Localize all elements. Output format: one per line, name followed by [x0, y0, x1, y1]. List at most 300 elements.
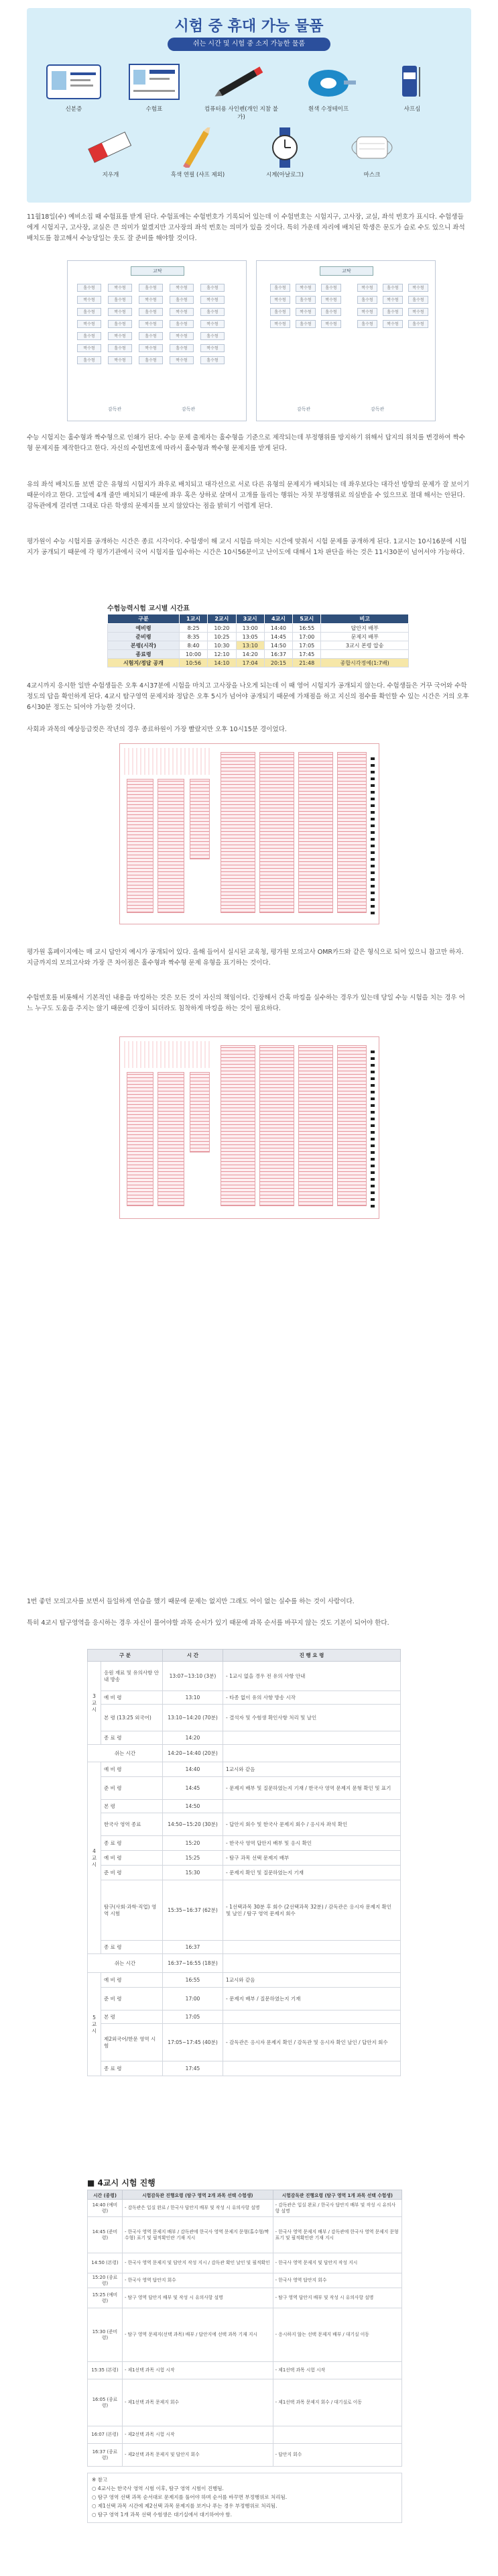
table-cell: - 제1선택 과목 문제지 회수: [123, 2379, 273, 2426]
table-row: [88, 2010, 401, 2024]
table-cell: - 타종 없이 유의 사항 방송 시작: [223, 1691, 400, 1705]
table-cell: - 제1선택 과목 시험 시작: [123, 2362, 273, 2379]
pencil-icon: [168, 127, 228, 168]
seat: 홀수형: [77, 332, 101, 340]
table-cell: 쉬는 시간: [88, 1954, 163, 1973]
table-row: [88, 1941, 401, 1954]
seat: 홀수형: [296, 320, 316, 328]
seat: 홀수형: [321, 284, 341, 292]
item-pen: [204, 62, 278, 121]
table-row: [88, 2253, 402, 2273]
item-label: 시계(아날로그): [266, 172, 304, 178]
seat: 짝수형: [108, 332, 132, 340]
omr-column: [127, 1072, 153, 1206]
paragraph-4: 평가원이 수능 시험지를 공개하는 시간은 종료 시각이다. 수험생이 해 교시 시험을 마치는 시간에 맞춰서 시험 문제를 공개하게 된다. 1교시는 10시16분에 시험지가 공개되기 때문에 각 평가기관에서 국어 시험지를 입수하는 시간은 10시56분이고 난이도에 대해서 1차 판단을 하는 것은 11시30분이 넘어서야 가능하다.: [27, 538, 467, 556]
table-cell: 16:37: [162, 1941, 223, 1954]
table-row: [88, 2061, 401, 2076]
table-header: 시험감독관 진행요령 (탐구 영역 2개 과목 선택 수험생): [123, 2190, 273, 2200]
section-title: ■ 4교시 시험 진행: [87, 2178, 155, 2188]
table-row: [108, 624, 409, 633]
table-row: [88, 1745, 401, 1762]
table-cell: 본 령: [101, 2010, 163, 2024]
table-cell: - 한국사 영역 답안지 회수: [123, 2273, 273, 2288]
timetable-table: [107, 614, 409, 667]
paragraph-8: 수험번호를 비롯해서 기본적인 내용을 마킹하는 것은 모든 것이 자신의 책임이다. 긴장해서 간혹 마킹을 실수하는 경우가 있는데 당일 수능 시험을 치는 경우 어느 누구도 도움을 주지는 않기 때문에 긴장이 되더라도 침착하게 마킹을 하는 것이 필요하다.: [27, 994, 465, 1012]
exam-schedule-table: [87, 1649, 401, 2076]
table-cell: - 제1선택 과목 시험 시작: [273, 2362, 401, 2379]
seat: 홀수형: [200, 356, 225, 364]
table-cell: - 1교시 없을 경우 전 유의 사항 안내: [223, 1662, 400, 1691]
table-row: [88, 2200, 402, 2217]
table-cell: - 문제지 배부 / 질문하였는지 기재: [223, 1988, 400, 2010]
table-cell: 13:05: [236, 633, 264, 641]
table-cell: 15:20 (종료령): [88, 2273, 123, 2288]
seat: 짝수형: [321, 320, 341, 328]
table-cell: [223, 1800, 400, 1813]
seat: 짝수형: [170, 308, 194, 316]
pen-icon: [211, 62, 271, 102]
table-cell: - 답안지 회수 및 한국사 문제지 회수 / 응시자 좌석 확인: [223, 1813, 400, 1836]
seat: 홀수형: [108, 320, 132, 328]
table-cell: 종 료 령: [101, 1731, 163, 1745]
table-cell: 1교시와 같음: [223, 1762, 400, 1777]
seat: 짝수형: [200, 296, 225, 304]
table-cell: - 감독관은 입실 완료 / 한국사 답안지 배부 및 작성 시 유의사항 설명: [273, 2200, 401, 2217]
table-cell: 14:50: [264, 641, 292, 650]
seat: 짝수형: [383, 296, 403, 304]
seat: 짝수형: [270, 320, 290, 328]
table-cell: - 결석자 및 수험생 확인사항 처리 및 날인: [223, 1705, 400, 1731]
omr-header-box: [124, 748, 211, 775]
seat: 짝수형: [357, 308, 377, 316]
table-cell: [223, 1941, 400, 1954]
omr-column: [190, 1072, 210, 1152]
seat: 짝수형: [170, 332, 194, 340]
seat: 홀수형: [357, 320, 377, 328]
omr-column: [158, 779, 184, 913]
table-cell: 1교시와 같음: [223, 1973, 400, 1988]
podium: 교탁: [131, 266, 184, 276]
table-cell: 종합시각정예(1:7배): [321, 659, 409, 667]
table-cell: - 한국사 영역 문제지 및 답안지 작성 지시: [273, 2253, 401, 2273]
table-cell: 예 비 령: [101, 1973, 163, 1988]
table-cell: - 한국사 영역 답안지 배부 및 응시 확인: [223, 1836, 400, 1851]
seat: 짝수형: [108, 356, 132, 364]
seat: 짝수형: [296, 284, 316, 292]
table-header: 2교시: [208, 614, 236, 624]
table-row: [88, 1954, 401, 1973]
table-cell: - 한국사 영역 문제지 배부 / 감독관에 한국사 영역 문제지 문형(홀수형/짝수형) 표기 및 필적확인란 기재 지시: [123, 2217, 273, 2253]
supervisor-label: 감독관: [182, 407, 196, 412]
paragraph-3: 유의 좌석 배치도를 보면 같은 유형의 시험지가 좌우로 배치되고 대각선으로 서로 다른 유형의 문제지가 배치되는 데 좌우보다는 대각선 방향의 문제가 잘 보이기 때문이라고 한다. 고일에 4개 줄만 배치되기 때문에 좌우 혹은 상하로 살며서 고개를 돌리는 행위는 자칫 부정행위로 의심받을 수 있으므로 절대 해서는 안된다. 감독관에게 걸리면 그대로 다른 학생의 문제지를 보지 않았다는 점을 밝히기 어렵게 된다.: [27, 481, 469, 510]
table-cell: - 감독관은 입실 완료 / 한국사 답안지 배부 및 작성 시 유의사항 설명: [123, 2200, 273, 2217]
paragraph-6: 사회과 과목의 예상등급컷은 작년의 경우 종료하원이 가장 빨랐지만 오후 10시15분 경이었다.: [27, 726, 287, 733]
omr-column: [221, 1045, 255, 1206]
seat: 홀수형: [139, 284, 163, 292]
table-cell: - 한국사 영역 문제지 배부 / 감독관에 한국사 영역 문제지 문형 표기 및 필적확인란 기재 지시: [273, 2217, 401, 2253]
table-cell: - 한국사 영역 답안지 회수: [273, 2273, 401, 2288]
table-cell: - 답안지 회수: [273, 2444, 401, 2467]
seat: 짝수형: [108, 284, 132, 292]
seat: 홀수형: [77, 356, 101, 364]
table-cell: - 탐구 영역 문제지(선택 과목) 배부 / 답안지에 선택 과목 기재 지시: [123, 2308, 273, 2362]
seat: 홀수형: [321, 308, 341, 316]
table-cell: 본 령 (13:25 외국어): [101, 1705, 163, 1731]
table-cell: 15:35~16:37 (62분): [162, 1880, 223, 1941]
item-admission-ticket: [117, 62, 191, 113]
table-cell: 응원 재료 및 유의사항 안내 방송: [101, 1662, 163, 1691]
seat: 짝수형: [383, 320, 403, 328]
table-row: [88, 1731, 401, 1745]
banner-subtitle: 쉬는 시간 및 시험 중 소지 가능한 물품: [168, 38, 330, 51]
omr-answer-sheet: [119, 743, 379, 924]
table-cell: 17:45: [293, 650, 321, 659]
table-cell: 준 비 령: [101, 1777, 163, 1800]
admission-ticket-icon: [124, 62, 184, 102]
item-pencil-lead: [375, 62, 449, 113]
timetable-title: 수험능력시험 교시별 시간표: [107, 605, 190, 612]
omr-column: [190, 779, 210, 859]
table-header: 비고: [321, 614, 409, 624]
table-cell: 14:40 (예비령): [88, 2200, 123, 2217]
table-row: [88, 1880, 401, 1941]
omr-answer-sheet: [119, 1036, 379, 1219]
seat: 홀수형: [139, 332, 163, 340]
table-row: [88, 1800, 401, 1813]
table-cell: 한국사 영역 종료: [101, 1813, 163, 1836]
seat-grid: [270, 284, 341, 328]
table-cell: 13:10~14:20 (70분): [162, 1705, 223, 1731]
table-cell: 17:00: [293, 633, 321, 641]
table-row: [88, 1866, 401, 1880]
item-label: 지우개: [102, 172, 119, 178]
item-label: 컴퓨터용 사인펜(개인 지참 불가): [204, 106, 278, 121]
table-row: [88, 1836, 401, 1851]
table-cell: 16:37~16:55 (18분): [162, 1954, 223, 1973]
item-label: 흑색 연필 (샤프 제외): [170, 172, 225, 178]
table-cell: [223, 2010, 400, 2024]
seat: 홀수형: [296, 296, 316, 304]
table-row: [88, 2426, 402, 2444]
seat: 홀수형: [139, 356, 163, 364]
table-row: [88, 1662, 401, 1691]
seating-chart-left: [67, 260, 247, 421]
note-line: ※ 참고: [92, 2477, 108, 2483]
table-header: 시간 (종령): [88, 2190, 123, 2200]
table-cell: 준비령: [108, 633, 180, 641]
table-cell: 본 령: [101, 1800, 163, 1813]
table-cell: 8:40: [179, 641, 207, 650]
table-cell: 14:10: [208, 659, 236, 667]
period-cell: 4교시: [88, 1762, 101, 1954]
table-cell: 14:40: [264, 624, 292, 633]
omr-column: [127, 779, 153, 913]
notes-box: [87, 2473, 402, 2523]
table-cell: [273, 2426, 401, 2444]
table-cell: 종료령: [108, 650, 180, 659]
table-row: [108, 641, 409, 650]
table-cell: 종 료 령: [101, 2061, 163, 2076]
table-header: 4교시: [264, 614, 292, 624]
omr-column: [298, 752, 333, 913]
table-header: 진 행 요 령: [223, 1650, 400, 1662]
table-cell: - 감독관은 응시자 문제지 확인 / 감독관 및 응시자 확인 날인 / 답안지 회수: [223, 2024, 400, 2061]
table-cell: - 탐구 영역 답안지 배부 및 작성 시 유의사항 설명: [273, 2288, 401, 2308]
table-cell: 21:48: [293, 659, 321, 667]
seat: 홀수형: [200, 308, 225, 316]
table-cell: 15:25 (예비령): [88, 2288, 123, 2308]
table-cell: - 제2선택 과목 문제지 및 답안지 회수: [123, 2444, 273, 2467]
seat: 짝수형: [139, 296, 163, 304]
table-cell: 16:55: [162, 1973, 223, 1988]
item-correction-tape: [292, 62, 365, 113]
period4-table: [87, 2190, 402, 2467]
table-row: [88, 2024, 401, 2061]
table-cell: 예비령: [108, 624, 180, 633]
table-cell: - 제1선택 과목 문제지 회수 / 대기실로 이동: [273, 2379, 401, 2426]
table-cell: 14:45 (준비령): [88, 2217, 123, 2253]
item-mask: [335, 127, 409, 178]
table-cell: 15:35 (본령): [88, 2362, 123, 2379]
table-cell: 예 비 령: [101, 1762, 163, 1777]
table-cell: 16:37: [264, 650, 292, 659]
table-row: [88, 2308, 402, 2362]
seat: 짝수형: [408, 308, 428, 316]
table-cell: [223, 1731, 400, 1745]
table-cell: 8:25: [179, 624, 207, 633]
paragraph-2: 수능 시험지는 홀수형과 짝수형으로 인쇄가 된다. 수능 문제 출제자는 홀수형을 기준으로 제작되는데 부정행위를 방지하기 위해서 답지의 위치를 변경하여 짝수형 문제지를 제작한다고 한다. 자신의 수험번호에 따라서 홀수형과 짝수형 문제지를 받게 된다.: [27, 434, 465, 452]
seat: 짝수형: [200, 320, 225, 328]
omr-column: [221, 752, 255, 913]
omr-column: [259, 1045, 294, 1206]
omr-column: [337, 752, 367, 913]
note-line: ○ 제1선택 과목 시간에 제2선택 과목 문제지를 보거나 푸는 경우 부정행위로 처리됨.: [92, 2503, 277, 2509]
table-cell: 쉬는 시간: [88, 1745, 163, 1762]
seat: 홀수형: [139, 308, 163, 316]
seat: 짝수형: [270, 296, 290, 304]
supervisor-label: 감독관: [297, 407, 311, 412]
seat: 짝수형: [296, 308, 316, 316]
table-cell: - 1선택과목 30분 후 회수 (2선택과목 32분) / 감독관은 응시자 문제지 확인 및 날인 / 탐구 영역 문제지 회수: [223, 1880, 400, 1941]
seat: 짝수형: [200, 344, 225, 352]
omr-column: [298, 1045, 333, 1206]
table-cell: 14:50~15:20 (30분): [162, 1813, 223, 1836]
table-cell: 13:10: [162, 1691, 223, 1705]
seat: 홀수형: [270, 284, 290, 292]
table-cell: - 응시하지 않는 선택 문제지 배부 / 대기실 이동: [273, 2308, 401, 2362]
table-cell: - 한국사 영역 문제지 및 답안지 작성 지시 / 감독관 확인 날인 및 필적확인: [123, 2253, 273, 2273]
table-cell: 답안지 배부: [321, 624, 409, 633]
seat: 짝수형: [77, 344, 101, 352]
table-row: [88, 1762, 401, 1777]
item-id-card: [37, 62, 111, 113]
banner-title: 시험 중 휴대 가능 물품: [174, 18, 324, 35]
table-cell: [223, 1954, 400, 1973]
note-line: ○ 4교시는 한국사 영역 시험 이후, 탐구 영역 시험이 진행됨.: [92, 2485, 224, 2491]
table-row: [88, 2217, 402, 2253]
seat: 홀수형: [108, 296, 132, 304]
seat: 짝수형: [408, 284, 428, 292]
table-cell: - 탐구 과목 선택 문제지 배부: [223, 1851, 400, 1866]
table-cell: 10:30: [208, 641, 236, 650]
seat: 홀수형: [270, 308, 290, 316]
supervisor-label: 감독관: [371, 407, 385, 412]
table-row: [108, 659, 409, 667]
paragraph-5: 4교시까지 응시한 일반 수험생들은 오후 4시37분에 시험을 마치고 고사장을 나오게 되는데 이 때 영어 시험지가 공개되지 않는다. 수험생들은 거꾸 국어와 수학 정도의 답을 확인하게 된다. 4교시 탐구영역 문제지와 정답은 오후 5시가 넘어야 공개되기 때문에 가채점을 하고 지신의 점수를 확인할 수 있는 시간은 거의 오후 6시30분 정도는 되어야 가능한 것이다.: [27, 682, 469, 711]
table-cell: 17:05: [293, 641, 321, 650]
table-cell: 탐구(사회·과학·직업) 영역 시험: [101, 1880, 163, 1941]
table-row: [88, 2444, 402, 2467]
table-cell: 14:50 (본령): [88, 2253, 123, 2273]
table-cell: 17:45: [162, 2061, 223, 2076]
table-cell: - 문제지 확인 및 질문하였는지 기재: [223, 1866, 400, 1880]
table-cell: 15:30: [162, 1866, 223, 1880]
table-cell: 14:20~14:40 (20분): [162, 1745, 223, 1762]
pencil-lead-icon: [382, 62, 442, 102]
item-label: 수험표: [145, 106, 163, 113]
table-cell: 13:07~13:10 (3분): [162, 1662, 223, 1691]
table-row: [88, 1973, 401, 1988]
seat: 짝수형: [139, 320, 163, 328]
omr-header-box: [124, 1041, 211, 1068]
table-row: [88, 1988, 401, 2010]
table-cell: 예 비 령: [101, 1851, 163, 1866]
seat: 홀수형: [77, 308, 101, 316]
table-cell: - 탐구 영역 답안지 배부 및 작성 시 유의사항 설명: [123, 2288, 273, 2308]
table-cell: 예 비 령: [101, 1691, 163, 1705]
item-label: 마스크: [363, 172, 381, 178]
seat: 홀수형: [383, 284, 403, 292]
correction-tape-icon: [298, 62, 359, 102]
seat: 홀수형: [200, 284, 225, 292]
paragraph-9: 1번 좋던 모의고사를 보면서 들일하게 연습을 했기 때문에 문제는 없지만 그래도 어이 없는 실수를 하는 것이 사람이다.: [27, 1598, 355, 1605]
note-line: ○ 탐구 영역 선택 과목 순서대로 문제지를 풀어야 하며 순서를 바꾸면 부정행위로 처리됨.: [92, 2494, 288, 2500]
seat: 홀수형: [383, 308, 403, 316]
seat: 홀수형: [200, 332, 225, 340]
seat: 홀수형: [170, 296, 194, 304]
table-cell: 10:20: [208, 624, 236, 633]
seat-grid: [77, 284, 225, 364]
table-header: 3교시: [236, 614, 264, 624]
seat: 홀수형: [357, 296, 377, 304]
table-cell: 제2외국어/한문 영역 시험: [101, 2024, 163, 2061]
omr-column: [337, 1045, 367, 1206]
omr-timing-marks: [371, 1046, 375, 1208]
seat: 짝수형: [170, 284, 194, 292]
table-cell: 15:25: [162, 1851, 223, 1866]
seating-chart-right: [256, 260, 436, 421]
watch-icon: [255, 127, 315, 168]
item-eraser: [74, 127, 147, 178]
table-header: 구분: [108, 614, 180, 624]
table-row: [88, 2273, 402, 2288]
paragraph-10: 특히 4교시 탐구영역을 응시하는 경우 자신이 풀어야할 과목 순서가 있기 때문에 과목 순서를 바꾸지 않는 것도 기본이 되어야 한다.: [27, 1619, 389, 1627]
seat: 짝수형: [170, 356, 194, 364]
table-cell: 15:30 (준비령): [88, 2308, 123, 2362]
table-cell: 16:37 (종료령): [88, 2444, 123, 2467]
table-cell: 17:05: [162, 2010, 223, 2024]
table-cell: 10:00: [179, 650, 207, 659]
seat: 홀수형: [408, 296, 428, 304]
table-header: 5교시: [293, 614, 321, 624]
table-cell: 16:55: [293, 624, 321, 633]
seat: 짝수형: [357, 284, 377, 292]
banner: [27, 8, 471, 203]
omr-timing-marks: [371, 753, 375, 914]
table-cell: - 제2선택 과목 시험 시작: [123, 2426, 273, 2444]
table-cell: 12:10: [208, 650, 236, 659]
table-cell: 10:56: [179, 659, 207, 667]
table-row: [88, 1851, 401, 1866]
table-cell: 종 료 령: [101, 1836, 163, 1851]
seat: 짝수형: [108, 308, 132, 316]
table-cell: 준 비 령: [101, 1866, 163, 1880]
paragraph-7: 평가원 홈페이지에는 매 교시 답안지 예시가 공개되어 있다. 올해 들어서 실시된 교육청, 평가원 모의고사 OMR카드와 같은 형식으로 되어 있으니 참고만 하자. 지금까지의 모의고사와 가장 큰 차이점은 홀수형과 짝수형 문제 유형을 표기하는 것이다.: [27, 949, 464, 967]
table-cell: 20:15: [264, 659, 292, 667]
seat: 짝수형: [77, 296, 101, 304]
table-cell: [223, 2061, 400, 2076]
seat: 짝수형: [139, 344, 163, 352]
seat: 짝수형: [77, 320, 101, 328]
seat: 홀수형: [170, 344, 194, 352]
table-cell: [321, 650, 409, 659]
table-cell: - 문제지 배부 및 질문하였는지 기재 / 한국사 영역 문제지 문형 확인 및 표기: [223, 1777, 400, 1800]
note-line: ○ 탐구 영역 1개 과목 선택 수험생은 대기실에서 대기하여야 함.: [92, 2512, 233, 2518]
table-header: 시 간: [162, 1650, 223, 1662]
table-cell: 시험지/정답 공개: [108, 659, 180, 667]
table-cell: 17:00: [162, 1988, 223, 2010]
table-row: [88, 2362, 402, 2379]
supervisor-label: 감독관: [108, 407, 122, 412]
table-cell: 17:04: [236, 659, 264, 667]
table-cell: 16:07 (본령): [88, 2426, 123, 2444]
seat: 홀수형: [170, 320, 194, 328]
item-label: 신분증: [65, 106, 82, 113]
omr-column: [158, 1072, 184, 1206]
table-cell: 8:35: [179, 633, 207, 641]
paragraph-1: 11월18일(수) 예비소집 때 수험표를 받게 된다. 수험표에는 수험번호가 기록되어 있는데 이 수험번호는 시험지구, 고사장, 교실, 좌석 번호가 표시다. 수험생들에게 시험지구, 고사장, 교실은 큰 의미가 없겠지만 고사장의 좌석 번호는 의미가 있을 것이다. 특히 가운데 자리에 배치된 학생은 문도가 슬로 수도 있으니 좌석 배치도를 참고해서 수능당일는 웃도 잘 준비를 해야할 것이다.: [27, 213, 465, 242]
table-cell: 15:20: [162, 1836, 223, 1851]
table-row: [88, 1691, 401, 1705]
table-cell: 14:40: [162, 1762, 223, 1777]
period-cell: 3교시: [88, 1662, 101, 1745]
item-watch: [248, 127, 322, 178]
table-cell: 17:05~17:45 (40분): [162, 2024, 223, 2061]
table-cell: 13:10: [236, 641, 264, 650]
table-row: [88, 1813, 401, 1836]
table-row: [88, 1777, 401, 1800]
table-header: 시험감독관 진행요령 (탐구 영역 1개 과목 선택 수험생): [273, 2190, 401, 2200]
item-label: 흰색 수정테이프: [308, 106, 349, 113]
table-cell: 본령(시작): [108, 641, 180, 650]
table-cell: 종 료 령: [101, 1941, 163, 1954]
table-row: [88, 2379, 402, 2426]
omr-column: [259, 752, 294, 913]
table-header: 1교시: [179, 614, 207, 624]
item-pencil: [161, 127, 235, 178]
table-cell: 13:00: [236, 624, 264, 633]
table-cell: 문제지 배부: [321, 633, 409, 641]
seat: 홀수형: [408, 320, 428, 328]
table-cell: 14:45: [264, 633, 292, 641]
table-cell: 14:45: [162, 1777, 223, 1800]
mask-icon: [342, 127, 402, 168]
table-cell: 14:20: [162, 1731, 223, 1745]
table-row: [108, 633, 409, 641]
podium: 교탁: [320, 266, 373, 276]
table-row: [108, 650, 409, 659]
seat: 홀수형: [108, 344, 132, 352]
